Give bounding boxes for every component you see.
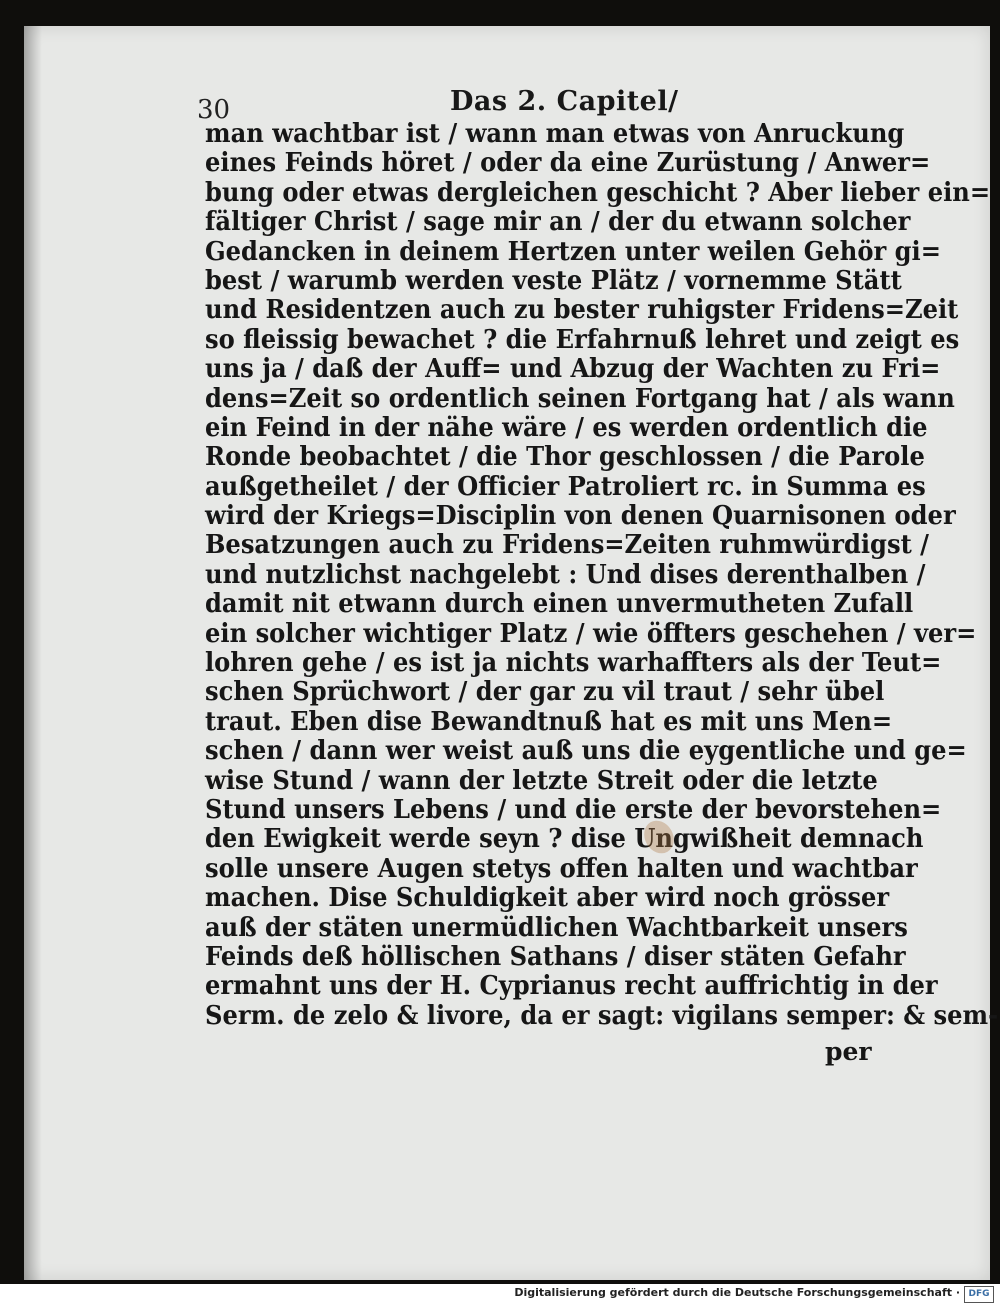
- footer-credit: Digitalisierung gefördert durch die Deutsche Forschungsgemeinschaft ·: [514, 1286, 960, 1299]
- text-line: Ronde beobachtet / die Thor geschlossen / die Parole: [205, 442, 925, 473]
- text-line: solle unsere Augen stetys offen halten und wachtbar: [205, 853, 918, 884]
- body-text: [205, 119, 999, 1031]
- text-line: Besatzungen auch zu Fridens=Zeiten ruhmwürdigst /: [205, 530, 929, 561]
- text-line: Gedancken in deinem Hertzen unter weilen Gehör gi=: [205, 236, 942, 267]
- running-head: Das 2. Capitel/: [450, 86, 679, 117]
- text-line: den Ewigkeit werde seyn ? dise Ungwißheit demnach: [205, 824, 924, 855]
- text-line: wird der Kriegs=Disciplin von denen Quarnisonen oder: [205, 501, 956, 532]
- text-line: ein Feind in der nähe wäre / es werden ordentlich die: [205, 412, 928, 443]
- text-line: fältiger Christ / sage mir an / der du etwann solcher: [205, 207, 911, 238]
- page-edge-shadow: [24, 26, 42, 1280]
- text-line: bung oder etwas dergleichen geschicht ? Aber lieber ein=: [205, 177, 991, 208]
- text-line: und nutzlichst nachgelebt : Und dises derenthalben /: [205, 559, 926, 590]
- text-line: lohren gehe / es ist ja nichts warhaffters als der Teut=: [205, 648, 942, 679]
- page-number: 30: [197, 95, 231, 125]
- text-line: ein solcher wichtiger Platz / wie öffters geschehen / ver=: [205, 618, 977, 649]
- text-line: dens=Zeit so ordentlich seinen Fortgang hat / als wann: [205, 383, 955, 414]
- text-line: uns ja / daß der Auff= und Abzug der Wachten zu Fri=: [205, 354, 941, 385]
- text-line: Stund unsers Lebens / und die erste der bevorstehen=: [205, 794, 942, 825]
- text-line: schen / dann wer weist auß uns die eygentliche und ge=: [205, 736, 967, 767]
- footer-bar: [0, 1284, 1000, 1304]
- text-line: machen. Dise Schuldigkeit aber wird noch grösser: [205, 883, 890, 914]
- text-line: und Residentzen auch zu bester ruhigster Fridens=Zeit: [205, 295, 959, 326]
- text-line: eines Feinds höret / oder da eine Zurüstung / Anwer=: [205, 148, 931, 179]
- text-line: man wachtbar ist / wann man etwas von Anruckung: [205, 119, 905, 149]
- text-line: ermahnt uns der H. Cyprianus recht auffrichtig in der: [205, 971, 938, 1002]
- text-line: Feinds deß höllischen Sathans / diser stäten Gefahr: [205, 941, 906, 972]
- dfg-logo: DFG: [964, 1286, 994, 1303]
- text-line: damit nit etwann durch einen unvermutheten Zufall: [205, 589, 914, 620]
- text-line: so fleissig bewachet ? die Erfahrnuß lehret und zeigt es: [205, 324, 960, 355]
- text-line: außgetheilet / der Officier Patroliert rc. in Summa es: [205, 471, 926, 502]
- text-line: wise Stund / wann der letzte Streit oder die letzte: [205, 765, 878, 796]
- text-line: Serm. de zelo & livore, da er sagt: vigilans semper: & sem-: [205, 1000, 999, 1031]
- text-line: auß der stäten unermüdlichen Wachtbarkeit unsers: [205, 912, 908, 943]
- catchword: per: [825, 1037, 872, 1066]
- text-line: traut. Eben dise Bewandtnuß hat es mit uns Men=: [205, 706, 893, 737]
- text-line: schen Sprüchwort / der gar zu vil traut / sehr übel: [205, 677, 885, 708]
- text-line: best / warumb werden veste Plätz / vornemme Stätt: [205, 265, 902, 296]
